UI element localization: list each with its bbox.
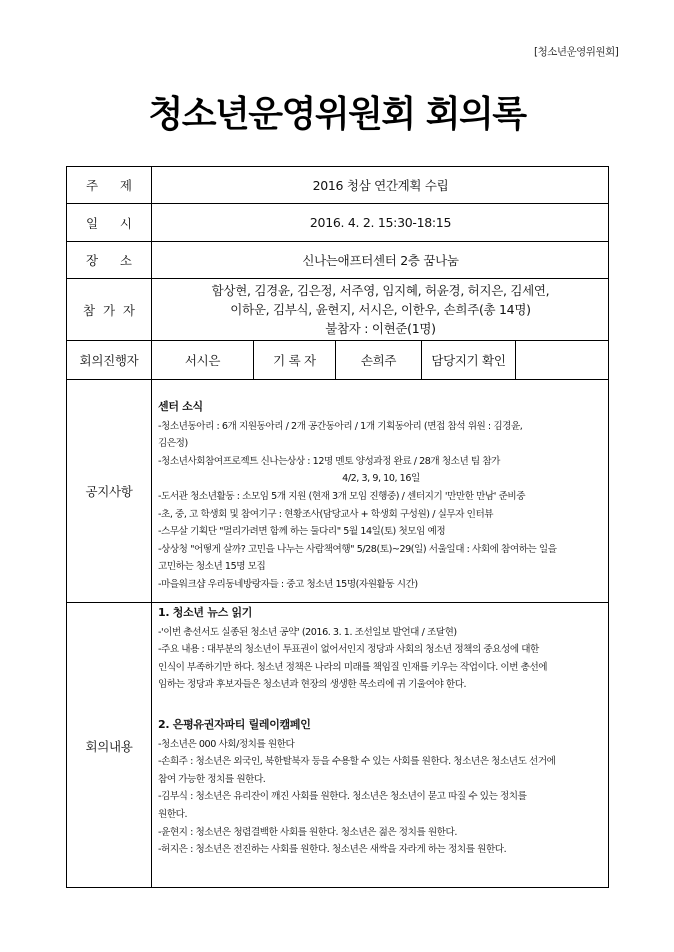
notice-line: -초, 중, 고 학생회 및 참여기구 : 현황조사(담당교사 + 학생회 구성원) / 실무자 인터뷰 <box>158 508 494 520</box>
date-value: 2016. 4. 2. 15:30-18:15 <box>309 215 452 230</box>
recorder-value: 손희주 <box>360 353 397 368</box>
meeting-line: -김부식 : 청소년은 유리잔이 깨진 사회를 원한다. 청소년은 청소년이 묻고 따질 수 있는 정치를 <box>158 791 527 803</box>
notice-line: -상상청 "어떻게 살까? 고민을 나누는 사람책여행" 5/28(토)~29(일) 서울일대 : 사회에 참여하는 일을 <box>158 543 557 555</box>
section-heading: 2. 은평유권자파티 릴레이캠페인 <box>158 717 311 731</box>
notice-line: -도서관 청소년활동 : 소모임 5개 지원 (현재 3개 모임 진행중) / 센터지기 '만만한 만남' 준비중 <box>158 490 526 502</box>
attendees-line-1: 함상현, 김경윤, 김은정, 서주영, 임지혜, 허윤경, 허지은, 김세연, <box>211 283 550 298</box>
notice-line: 고민하는 청소년 15명 모집 <box>158 561 266 573</box>
moderator-label: 회의진행자 <box>79 353 139 368</box>
subject-value: 2016 청삼 연간계획 수립 <box>312 178 449 193</box>
notice-label: 공지사항 <box>85 484 133 499</box>
minutes-table <box>66 166 609 888</box>
check-signature-box <box>516 341 609 379</box>
document-title: 청소년운영위원회 회의록 <box>148 94 526 135</box>
notice-line: 4/2, 3, 9, 10, 16일 <box>342 473 420 485</box>
meeting-line: 원한다. <box>158 808 188 820</box>
meeting-line: -청소년은 000 사회/정치를 원한다 <box>158 738 295 750</box>
meeting-label: 회의내용 <box>85 738 133 754</box>
place-value: 신나는애프터센터 2층 꿈나눔 <box>302 253 459 268</box>
section-heading: 1. 청소년 뉴스 읽기 <box>158 606 253 619</box>
date-label: 일 시 <box>86 215 132 231</box>
attendees-line-2: 이하운, 김부식, 윤현지, 서시은, 이한우, 손희주(총 14명) <box>230 302 531 317</box>
notice-line: -마을워크샵 우리동네방랑자들 : 중고 청소년 15명(자원활동 시간) <box>158 578 418 590</box>
notice-line: -청소년동아리 : 6개 지원동아리 / 2개 공간동아리 / 1개 기획동아리 (면접 참석 위원 : 김경윤, <box>158 420 523 432</box>
check-label: 담당지기 확인 <box>431 353 506 368</box>
notice-line: -스무살 기획단 "멀리가려면 함께 하는 둘다리" 5월 14일(토) 첫모임 예정 <box>158 526 446 538</box>
meeting-content <box>158 604 604 859</box>
meeting-line: -윤현지 : 청소년은 청렴결백한 사회를 원한다. 청소년은 젊은 정치를 원한다. <box>158 826 457 838</box>
notice-content <box>158 398 604 594</box>
meeting-line: -주요 내용 : 대부분의 청소년이 투표권이 없어서인지 정당과 사회의 청소년 정책의 중요성에 대한 <box>158 644 539 656</box>
notice-heading: 센터 소식 <box>158 400 203 413</box>
moderator-value: 서시은 <box>184 353 221 368</box>
meeting-line: -손희주 : 청소년은 외국인, 북한탈북자 등을 수용할 수 있는 사회를 원한다. 청소년은 청소년도 선거에 <box>158 756 556 768</box>
meeting-line: -'이번 총선서도 실종된 청소년 공약' (2016. 3. 1. 조선일보 발언대 / 조달현) <box>158 626 457 638</box>
subject-label: 주 제 <box>86 178 132 193</box>
document-category-label: [청소년운영위원회] <box>534 46 619 58</box>
meeting-line: 참여 가능한 정치를 원한다. <box>158 773 266 785</box>
meeting-line: 인식이 부족하기만 하다. 청소년 정책은 나라의 미래를 책임질 인재를 키우는 작업이다. 이번 총선에 <box>158 661 548 673</box>
place-label: 장 소 <box>86 253 132 268</box>
attendees-cell <box>152 279 609 340</box>
meeting-line: -허지은 : 청소년은 전진하는 사회를 원한다. 청소년은 새싹을 자라게 하는 정치를 원한다. <box>158 844 507 856</box>
meeting-line: 임하는 정당과 후보자들은 청소년과 현장의 생생한 목소리에 귀 기울여야 한다. <box>158 679 467 691</box>
attendees-label: 참 가 자 <box>83 302 135 318</box>
notice-line: 김은정) <box>158 438 188 450</box>
recorder-label: 기 록 자 <box>273 353 316 368</box>
absent-line: 불참자 : 이현준(1명) <box>325 321 436 336</box>
notice-line: -청소년사회참여프로젝트 신나는상상 : 12명 멘토 양성과정 완료 / 28개 청소년 팀 참가 <box>158 455 500 467</box>
